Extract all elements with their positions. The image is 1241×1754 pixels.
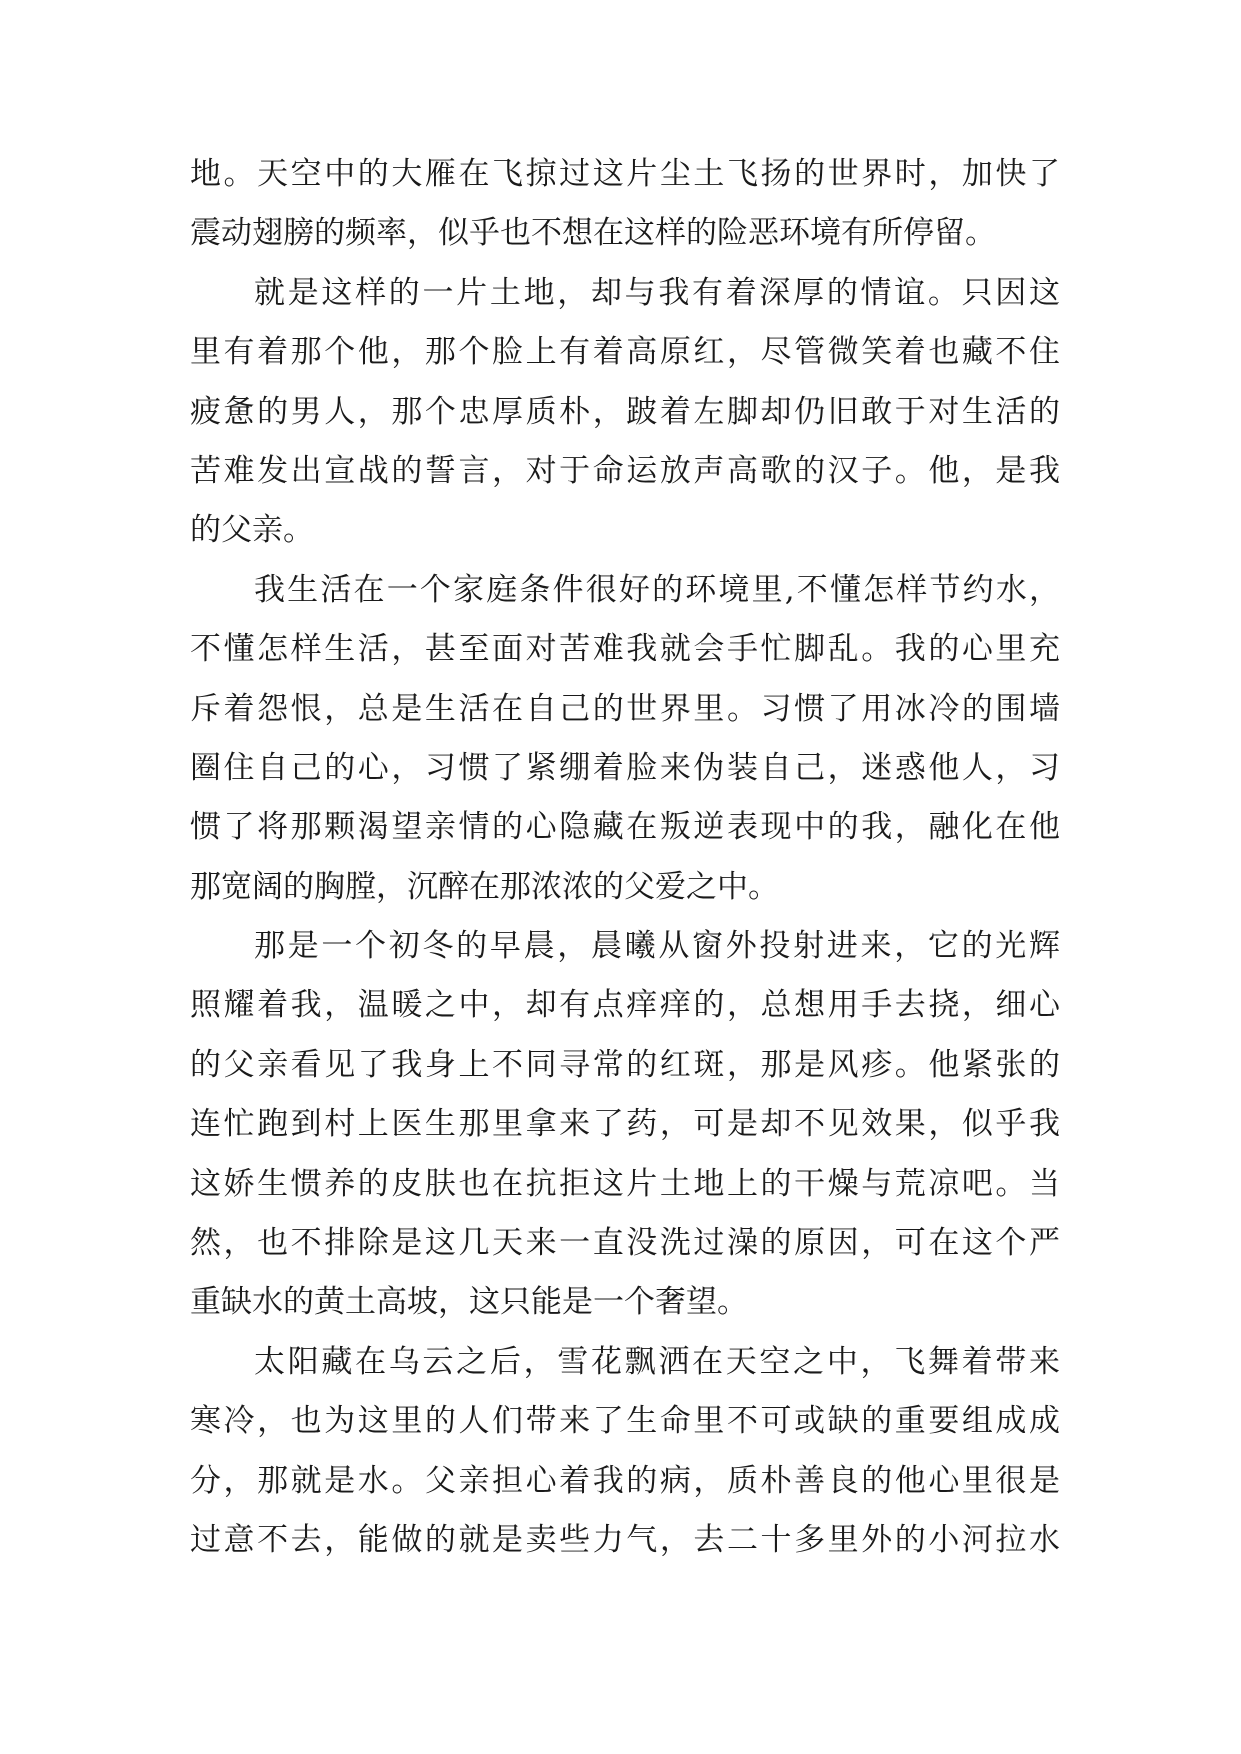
text-line: 斥着怨恨，总是生活在自己的世界里。习惯了用冰冷的围墙 — [190, 690, 1060, 727]
text-line: 过意不去，能做的就是卖些力气，去二十多里外的小河拉水 — [190, 1521, 1060, 1558]
text-line: 连忙跑到村上医生那里拿来了药，可是却不见效果，似乎我 — [190, 1106, 1060, 1143]
text-line: 里有着那个他，那个脸上有着高原红，尽管微笑着也藏不住 — [190, 334, 1060, 371]
text-line: 疲惫的男人，那个忠厚质朴，跛着左脚却仍旧敢于对生活的 — [190, 393, 1060, 430]
text-line: 苦难发出宣战的誓言，对于命运放声高歌的汉子。他，是我 — [190, 452, 1060, 489]
text-line: 那是一个初冬的早晨，晨曦从窗外投射进来，它的光辉 — [254, 928, 1060, 965]
text-line: 太阳藏在乌云之后，雪花飘洒在天空之中，飞舞着带来 — [254, 1343, 1060, 1380]
text-line: 不懂怎样生活，甚至面对苦难我就会手忙脚乱。我的心里充 — [190, 631, 1060, 668]
document-body — [190, 145, 1060, 1570]
text-line: 地。天空中的大雁在飞掠过这片尘土飞扬的世界时，加快了 — [190, 156, 1060, 192]
text-line: 寒冷，也为这里的人们带来了生命里不可或缺的重要组成成 — [190, 1403, 1060, 1440]
text-line: 我生活在一个家庭条件很好的环境里,不懂怎样节约水， — [254, 571, 1060, 608]
text-line: 惯了将那颗渴望亲情的心隐藏在叛逆表现中的我，融化在他 — [190, 809, 1060, 846]
text-line: 的父亲看见了我身上不同寻常的红斑，那是风疹。他紧张的 — [190, 1046, 1060, 1083]
text-line: 分，那就是水。父亲担心着我的病，质朴善良的他心里很是 — [190, 1462, 1060, 1499]
text-line: 重缺水的黄土高坡，这只能是一个奢望。 — [190, 1284, 748, 1321]
text-line: 然，也不排除是这几天来一直没洗过澡的原因，可在这个严 — [190, 1225, 1060, 1262]
text-line: 就是这样的一片土地，却与我有着深厚的情谊。只因这 — [254, 274, 1060, 311]
text-line: 的父亲。 — [190, 512, 314, 549]
text-line: 圈住自己的心，习惯了紧绷着脸来伪装自己，迷惑他人，习 — [190, 749, 1060, 786]
text-line: 这娇生惯养的皮肤也在抗拒这片土地上的干燥与荒凉吧。当 — [190, 1165, 1060, 1202]
text-line: 照耀着我，温暖之中，却有点痒痒的，总想用手去挠，细心 — [190, 987, 1060, 1024]
text-line: 震动翅膀的频率，似乎也不想在这样的险恶环境有所停留。 — [190, 215, 996, 252]
text-line: 那宽阔的胸膛，沉醉在那浓浓的父爱之中。 — [190, 868, 779, 905]
